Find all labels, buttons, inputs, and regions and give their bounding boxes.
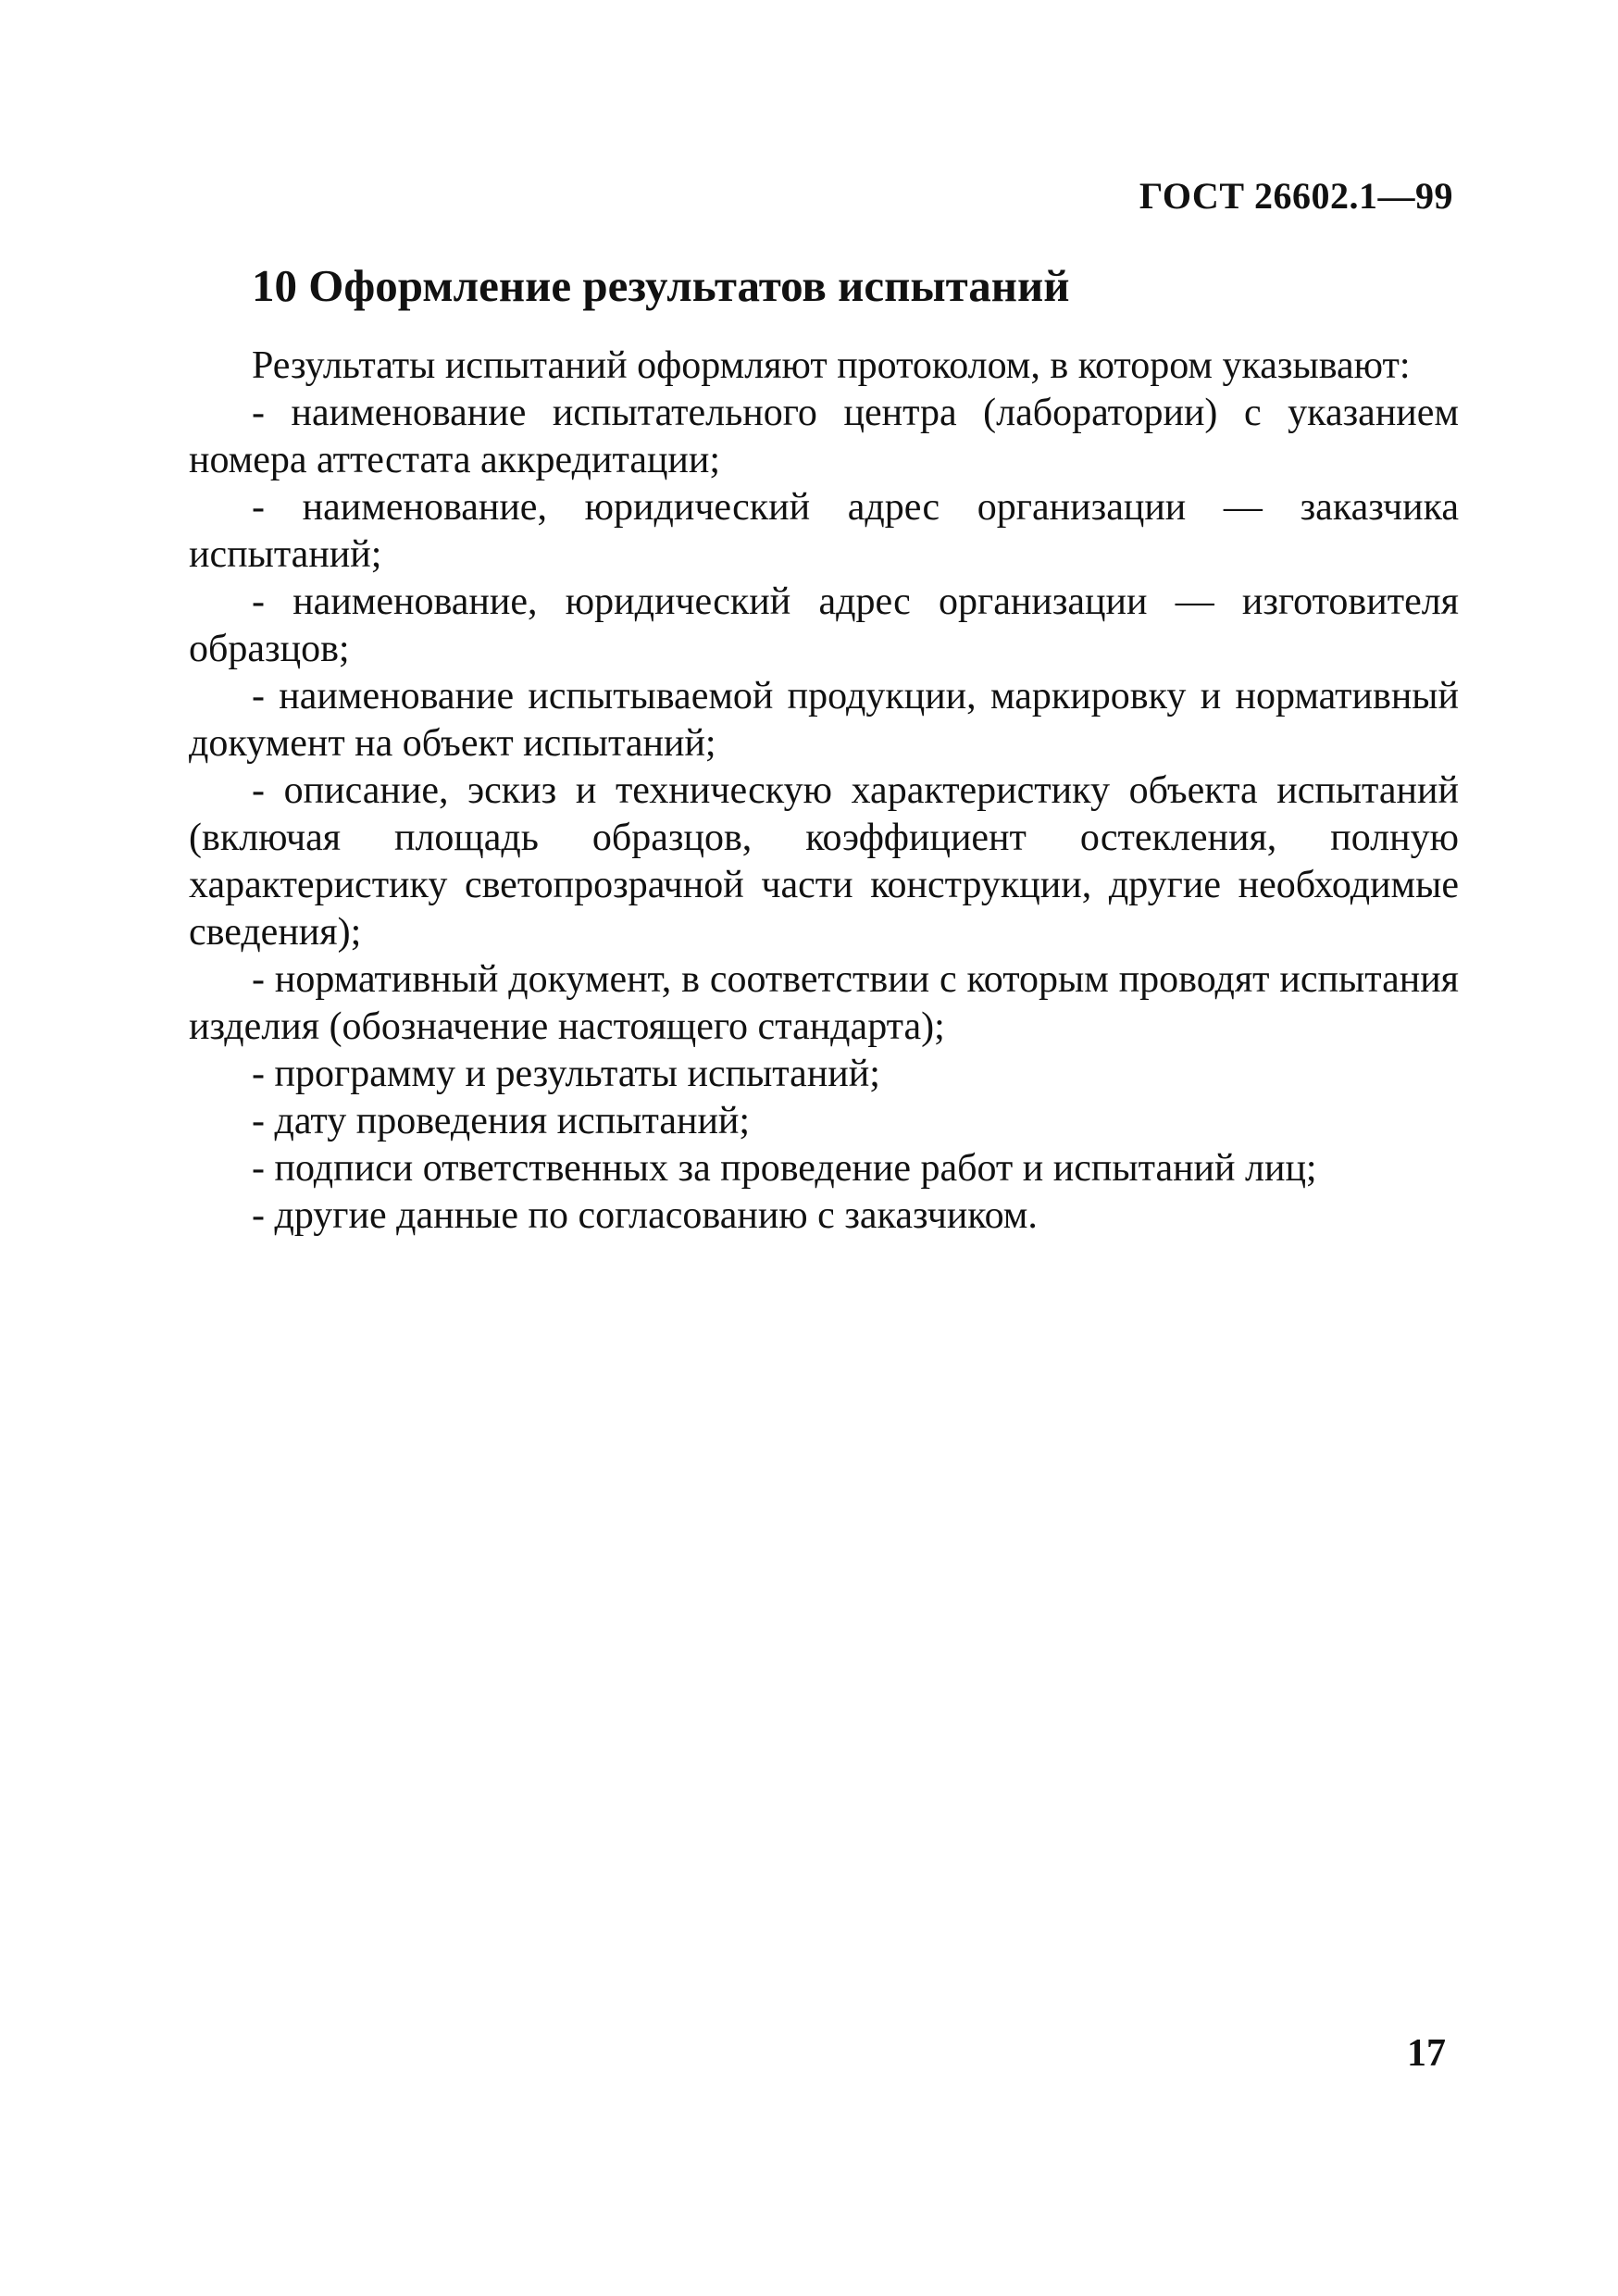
list-item: - наименование, юридический адрес организации — изготовителя образцов; (189, 580, 1459, 670)
list-item: - нормативный документ, в соответствии с которым проводят испытания изделия (обозначение настоящего стандарта); (189, 958, 1459, 1048)
list-item: - другие данные по согласованию с заказчиком. (252, 1194, 1038, 1237)
page-number: 17 (1407, 2032, 1446, 2075)
document-code: ГОСТ 26602.1—99 (1139, 175, 1453, 217)
list-item: - подписи ответственных за проведение работ и испытаний лиц; (252, 1147, 1317, 1190)
list-item: - наименование, юридический адрес организации — заказчика испытаний; (189, 486, 1459, 576)
list-item: - программу и результаты испытаний; (252, 1053, 880, 1095)
list-item: - наименование испытываемой продукции, маркировку и нормативный документ на объект испытаний; (189, 675, 1459, 765)
section-body (189, 343, 1459, 1240)
list-item: - дату проведения испытаний; (252, 1100, 751, 1142)
section-heading: 10 Оформление результатов испытаний (252, 260, 1070, 311)
list-item: - наименование испытательного центра (лаборатории) с указанием номера аттестата аккредитации; (189, 392, 1459, 481)
intro-paragraph: Результаты испытаний оформляют протоколом, в котором указывают: (252, 344, 1411, 387)
list-item: - описание, эскиз и техническую характеристику объекта испытаний (включая площадь образцов, коэффициент остекления, полную характеристику светопрозрачной части конструкции, другие необходимые сведения); (189, 769, 1459, 954)
